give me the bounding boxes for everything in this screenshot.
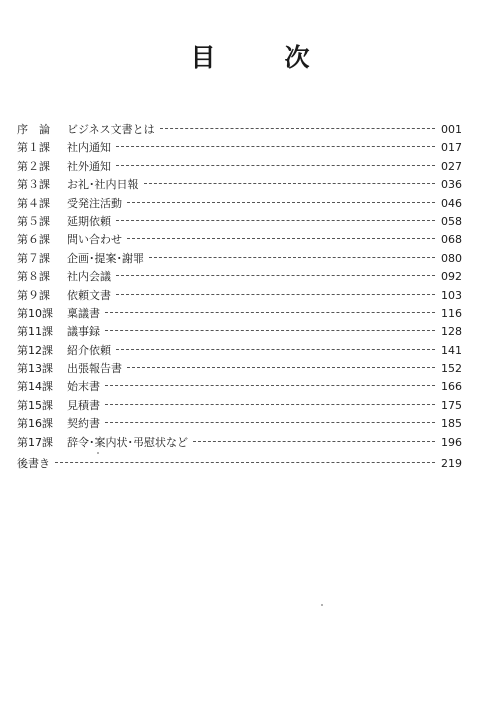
dot-leader — [105, 404, 435, 405]
toc-row[interactable] — [17, 305, 462, 323]
toc-topic: 出張報告書 — [67, 362, 122, 376]
dot-leader — [105, 385, 435, 386]
toc-lesson: 第１課 — [17, 141, 50, 155]
toc-page-number: 103 — [441, 288, 462, 302]
toc-topic: 問い合わせ — [67, 233, 122, 247]
toc-topic: 紹介依頼 — [67, 343, 111, 357]
toc-row[interactable] — [17, 139, 462, 157]
toc-page-number: 058 — [441, 214, 462, 228]
scan-speck — [321, 604, 323, 606]
toc-topic: 社内通知 — [67, 141, 111, 155]
toc-page-number: 116 — [441, 306, 462, 320]
toc-row[interactable] — [17, 176, 462, 194]
toc-page-number: 080 — [441, 251, 462, 265]
toc-lesson: 第14課 — [17, 380, 53, 394]
afterword-page-number: 219 — [441, 457, 462, 470]
dot-leader — [116, 146, 435, 147]
toc-topic: 受発注活動 — [67, 196, 122, 210]
dot-leader — [160, 128, 435, 129]
dot-leader — [116, 275, 435, 276]
toc-row[interactable] — [17, 231, 462, 249]
toc-topic: 企画･提案･謝罪 — [67, 251, 144, 265]
toc-row[interactable] — [17, 158, 462, 176]
toc-lesson: 第８課 — [17, 270, 50, 284]
toc-topic: 見積書 — [67, 398, 100, 412]
dot-leader — [149, 257, 435, 258]
toc-topic: 社内会議 — [67, 270, 111, 284]
afterword-entry[interactable] — [17, 455, 462, 473]
toc-row[interactable] — [17, 195, 462, 213]
toc-lesson: 第７課 — [17, 251, 50, 265]
toc-topic: 辞令･案内状･弔慰状など — [67, 435, 188, 449]
toc-topic: 社外通知 — [67, 159, 111, 173]
dot-leader — [105, 422, 435, 423]
dot-leader — [116, 349, 435, 350]
toc-row[interactable] — [17, 342, 462, 360]
toc-row[interactable] — [17, 378, 462, 396]
toc-page-number: 092 — [441, 270, 462, 284]
table-of-contents — [17, 121, 462, 452]
toc-page-number: 001 — [441, 123, 462, 136]
dot-leader — [116, 165, 435, 166]
toc-page-number: 046 — [441, 196, 462, 210]
toc-topic: 延期依頼 — [67, 214, 111, 228]
dot-leader — [105, 312, 435, 313]
toc-lesson: 第12課 — [17, 343, 53, 357]
dot-leader — [144, 183, 436, 184]
dot-leader — [127, 238, 435, 239]
toc-lesson: 第５課 — [17, 214, 50, 228]
toc-lesson: 第９課 — [17, 288, 50, 302]
toc-lesson: 第３課 — [17, 178, 50, 192]
dot-leader — [193, 441, 435, 442]
toc-lesson: 第16課 — [17, 417, 53, 431]
toc-topic: 稟議書 — [67, 306, 100, 320]
toc-lesson: 第13課 — [17, 362, 53, 376]
toc-row[interactable] — [17, 360, 462, 378]
toc-row[interactable] — [17, 434, 462, 452]
toc-topic: ビジネス文書とは — [67, 123, 155, 136]
toc-page-number: 027 — [441, 159, 462, 173]
toc-topic: 契約書 — [67, 417, 100, 431]
toc-row[interactable] — [17, 287, 462, 305]
toc-lesson: 第４課 — [17, 196, 50, 210]
dot-leader — [116, 220, 435, 221]
toc-page-number: 036 — [441, 178, 462, 192]
toc-topic: 始末書 — [67, 380, 100, 394]
toc-page-number: 017 — [441, 141, 462, 155]
toc-lesson: 序 論 — [17, 123, 50, 136]
toc-page-number: 068 — [441, 233, 462, 247]
dot-leader — [127, 202, 435, 203]
toc-page-number: 141 — [441, 343, 462, 357]
toc-row[interactable] — [17, 397, 462, 415]
dot-leader — [55, 462, 435, 463]
toc-row[interactable] — [17, 415, 462, 433]
toc-row[interactable] — [17, 213, 462, 231]
toc-lesson: 第11課 — [17, 325, 53, 339]
toc-lesson: 第15課 — [17, 398, 53, 412]
toc-row[interactable] — [17, 121, 462, 139]
toc-page-number: 128 — [441, 325, 462, 339]
toc-page-number: 175 — [441, 398, 462, 412]
toc-row[interactable] — [17, 323, 462, 341]
toc-topic: 依頼文書 — [67, 288, 111, 302]
toc-page-number: 166 — [441, 380, 462, 394]
dot-leader — [116, 294, 435, 295]
toc-row[interactable] — [17, 268, 462, 286]
afterword-label: 後書き — [17, 457, 50, 470]
toc-lesson: 第６課 — [17, 233, 50, 247]
dot-leader — [127, 367, 435, 368]
page-title: 目 次 — [190, 43, 332, 72]
toc-row[interactable] — [17, 250, 462, 268]
toc-lesson: 第17課 — [17, 435, 53, 449]
toc-topic: 議事録 — [67, 325, 100, 339]
toc-topic: お礼･社内日報 — [67, 178, 139, 192]
toc-page-number: 196 — [441, 435, 462, 449]
toc-page-number: 152 — [441, 362, 462, 376]
toc-lesson: 第２課 — [17, 159, 50, 173]
toc-lesson: 第10課 — [17, 306, 53, 320]
toc-page-number: 185 — [441, 417, 462, 431]
dot-leader — [105, 330, 435, 331]
scan-speck — [97, 452, 99, 454]
